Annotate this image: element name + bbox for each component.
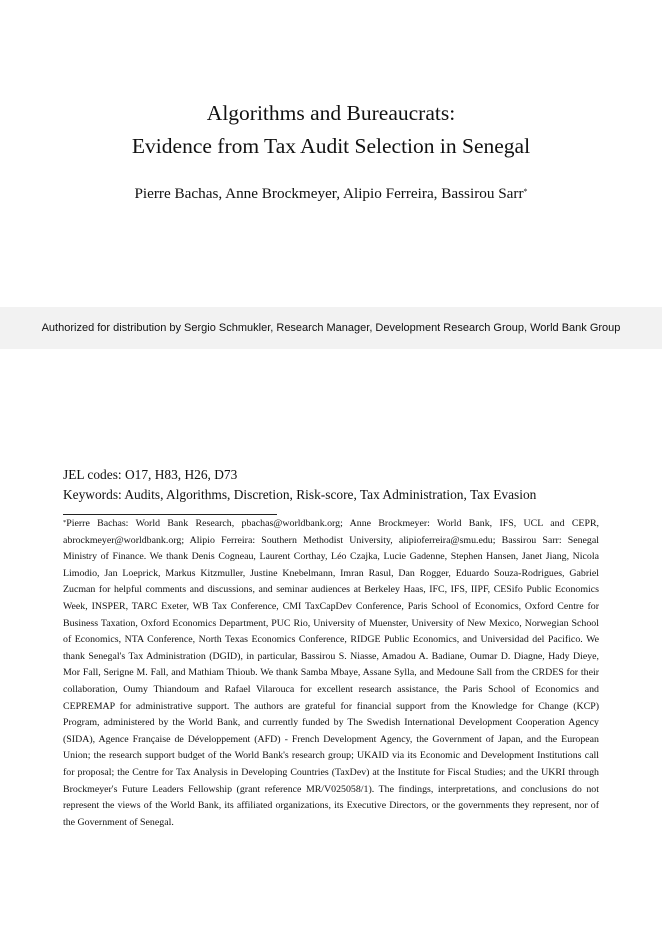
- author-names: Pierre Bachas, Anne Brockmeyer, Alipio Ferreira, Bassirou Sarr: [134, 185, 524, 202]
- author-list: [0, 184, 662, 204]
- paper-title: [0, 97, 662, 163]
- footnote-marker: *: [63, 519, 67, 526]
- footnote-divider: [63, 514, 277, 515]
- author-footnote: [63, 516, 599, 831]
- author-footnote-marker: *: [523, 187, 528, 196]
- distribution-banner-text: Authorized for distribution by Sergio Schmukler, Research Manager, Development Research Group, World Bank Group: [41, 322, 621, 334]
- distribution-banner: [0, 307, 662, 349]
- paper-title-line-1: Algorithms and Bureaucrats:: [206, 101, 456, 125]
- jel-codes: JEL codes: O17, H83, H26, D73: [63, 467, 238, 482]
- footnote-text: Pierre Bachas: World Bank Research, pbachas@worldbank.org; Anne Brockmeyer: World Bank, IFS, UCL and CEPR, abrockmeyer@worldbank.org; Alipio Ferreira: Southern Methodist University, alipioferreira@smu.edu; Bassirou Sarr: Senegal Ministry of Finance. We thank Denis Cogneau, Laurent Corthay, Léo Czajka, Lucie Gadenne, Stephen Hansen, Janet Jiang, Nicola Limodio, Jan Loeprick, Markus Kitzmuller, Justine Knebelmann, Imran Rasul, Dan Rogger, Eduardo Souza-Rodrigues, Gabriel Zucman for helpful comments and discussions, and seminar audiences at Berkeley Haas, IFC, IFS, IIPF, CESifo Public Economics Week, INSPER, TARC Exeter, WB Tax Conference, CMI TaxCapDev Conference, Paris School of Economics, Oxford Centre for Business Taxation, Oxford Economics Department, PUC Rio, University of Muenster, University of New Mexico, Norwegian School of Economics, NTA Conference, North Texas Economics Conference, RIDGE Public Economics, and Universidad del Pacifico. We thank Senegal's Tax Administration (DGID), in particular, Bassirou S. Niasse, Amadou A. Badiane, Oumar D. Diagne, Hady Dieye, Mor Fall, Serigne M. Fall, and Mathiam Thioub. We thank Samba Mbaye, Assane Sylla, and Medoune Sall from the CRDES for their collaboration, Oumy Thiandoum and Rafael Vilarouca for excellent research assistance, the Paris School of Economics and CEPREMAP for administrative support. The authors are grateful for financial support from the Knowledge for Change (KCP) Program, administered by the World Bank, and currently funded by The Swedish International Development Cooperation Agency (SIDA), Agence Française de Développement (AFD) - French Development Agency, the Government of Japan, and the European Union; the research support budget of the World Bank's research group; UKAID via its Economic and Development Institutions call for proposal; the Centre for Tax Analysis in Developing Countries (TaxDev) at the Institute for Fiscal Studies; and the UKRI through Brockmeyer's Future Leaders Fellowship (grant reference MR/V025058/1). The findings, interpretations, and conclusions do not represent the views of the World Bank, its affiliated organizations, its Executive Directors, or the governments they represent, nor of the Government of Senegal.: [63, 518, 599, 828]
- paper-title-line-2: Evidence from Tax Audit Selection in Senegal: [131, 134, 531, 158]
- keywords: Keywords: Audits, Algorithms, Discretion, Risk-score, Tax Administration, Tax Evasion: [63, 487, 537, 502]
